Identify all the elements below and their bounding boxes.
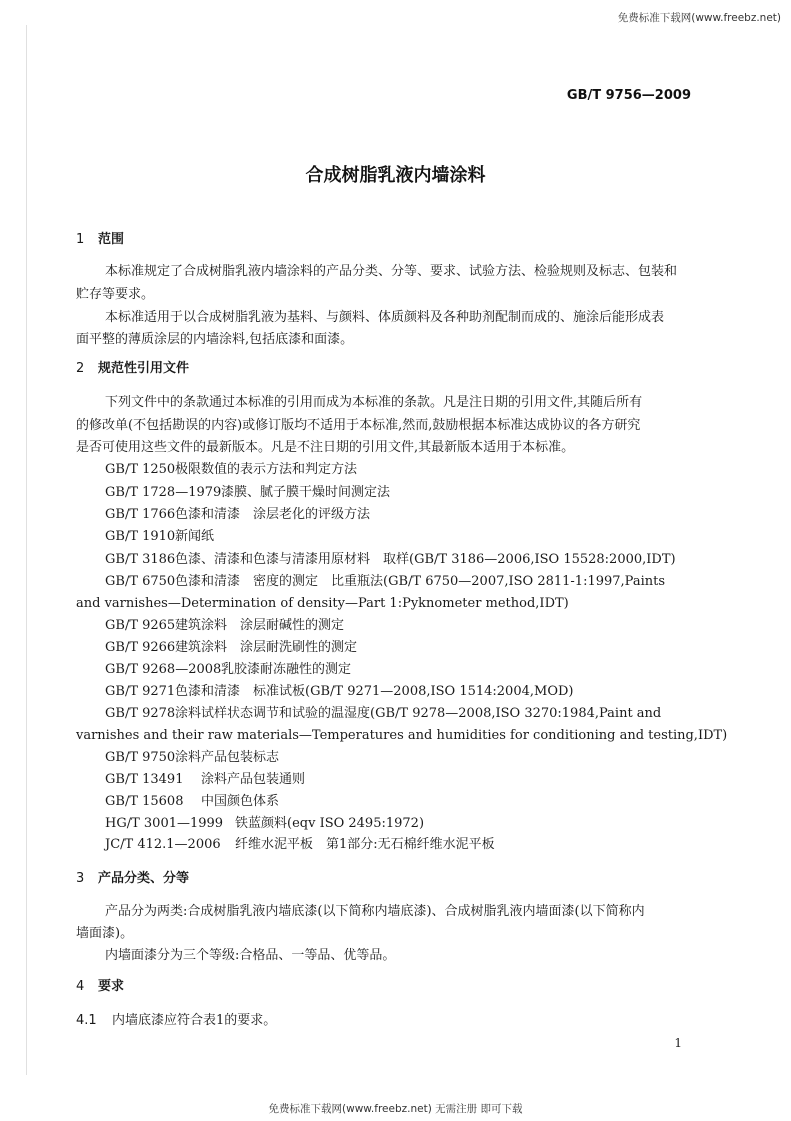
watermark-top: 免费标准下载网(www.freebz.net) — [617, 12, 781, 24]
reference-title: 新闻纸 — [175, 529, 215, 544]
section-title: 产品分类、分等 — [98, 871, 190, 886]
section-3-heading — [76, 870, 189, 887]
reference-title: 漆膜、腻子膜干燥时间测定法 — [221, 485, 391, 500]
reference-title: 中国颜色体系 — [201, 794, 280, 809]
reference-code: GB/T 15608 — [105, 794, 184, 809]
paragraph-line: 是否可使用这些文件的最新版本。凡是不注日期的引用文件,其最新版本适用于本标准。 — [76, 440, 575, 455]
reference-item — [105, 506, 370, 523]
reference-item — [105, 705, 661, 722]
reference-title: 建筑涂料 涂层耐碱性的测定 — [175, 618, 345, 633]
reference-code: GB/T 9268—2008 — [105, 662, 222, 677]
reference-code: GB/T 9750 — [105, 750, 176, 765]
reference-title: 铁蓝颜料(eqv ISO 2495:1972) — [235, 816, 425, 831]
paragraph-line: 面平整的薄质涂层的内墙涂料,包括底漆和面漆。 — [76, 332, 354, 347]
reference-code: GB/T 9278 — [105, 706, 176, 721]
section-number: 3 — [76, 871, 85, 886]
reference-item — [105, 617, 344, 634]
reference-title: 涂料产品包装标志 — [175, 750, 280, 765]
reference-item — [105, 484, 390, 501]
reference-item — [105, 836, 495, 853]
reference-title: 涂料产品包装通则 — [201, 772, 306, 787]
section-number: 4 — [76, 979, 85, 994]
clause-number: 4.1 — [76, 1013, 97, 1028]
reference-title: 纤维水泥平板 第1部分:无石棉纤维水泥平板 — [235, 837, 495, 852]
reference-title: 建筑涂料 涂层耐洗刷性的测定 — [175, 640, 358, 655]
section-title: 规范性引用文件 — [98, 361, 190, 376]
reference-title: 色漆和清漆 标准试板(GB/T 9271—2008,ISO 1514:2004,MOD) — [175, 684, 574, 699]
section-number: 1 — [76, 232, 85, 247]
reference-item — [105, 573, 665, 590]
reference-item — [105, 551, 676, 568]
paragraph-line: 本标准规定了合成树脂乳液内墙涂料的产品分类、分等、要求、试验方法、检验规则及标志、包装和 — [105, 264, 678, 279]
standard-code: GB/T 9756—2009 — [566, 88, 691, 103]
section-title: 要求 — [98, 979, 125, 994]
reference-code: HG/T 3001—1999 — [105, 816, 224, 831]
paragraph-line: 内墙面漆分为三个等级:合格品、一等品、优等品。 — [105, 948, 396, 963]
section-4-heading — [76, 978, 124, 995]
paragraph-line: 产品分为两类:合成树脂乳液内墙底漆(以下简称内墙底漆)、合成树脂乳液内墙面漆(以下简称内 — [105, 904, 645, 919]
paragraph-line: 下列文件中的条款通过本标准的引用而成为本标准的条款。凡是注日期的引用文件,其随后所有 — [105, 395, 643, 410]
reference-title: 色漆、清漆和色漆与清漆用原材料 取样(GB/T 3186—2006,ISO 15528:2000,IDT) — [175, 552, 676, 567]
section-1-heading — [76, 231, 124, 248]
reference-title: 极限数值的表示方法和判定方法 — [175, 462, 358, 477]
clause-text: 内墙底漆应符合表1的要求。 — [112, 1013, 277, 1028]
reference-item — [105, 793, 279, 810]
reference-code: GB/T 1250 — [105, 462, 176, 477]
reference-code: GB/T 9266 — [105, 640, 176, 655]
paragraph-line: 本标准适用于以合成树脂乳液为基料、与颜料、体质颜料及各种助剂配制而成的、施涂后能形成表 — [105, 310, 665, 325]
paragraph-line: 的修改单(不包括勘误的内容)或修订版均不适用于本标准,然而,鼓励根据本标准达成协议的各方研究 — [76, 418, 641, 433]
reference-title: 乳胶漆耐冻融性的测定 — [221, 662, 352, 677]
paragraph-line: 墙面漆)。 — [76, 926, 134, 941]
section-number: 2 — [76, 361, 85, 376]
reference-continuation: and varnishes—Determination of density—Part 1:Pyknometer method,IDT) — [76, 596, 569, 611]
reference-item — [105, 461, 357, 478]
section-title: 范围 — [98, 232, 125, 247]
reference-code: GB/T 9271 — [105, 684, 176, 699]
reference-code: GB/T 1910 — [105, 529, 176, 544]
reference-title: 涂料试样状态调节和试验的温湿度(GB/T 9278—2008,ISO 3270:1984,Paint and — [175, 706, 662, 721]
reference-item — [105, 661, 351, 678]
reference-title: 色漆和清漆 密度的测定 比重瓶法(GB/T 6750—2007,ISO 2811-1:1997,Paints — [175, 574, 666, 589]
reference-code: JC/T 412.1—2006 — [105, 837, 221, 852]
reference-title: 色漆和清漆 涂层老化的评级方法 — [175, 507, 371, 522]
reference-item — [105, 749, 279, 766]
reference-item — [105, 771, 305, 788]
reference-item — [105, 528, 214, 545]
reference-code: GB/T 9265 — [105, 618, 176, 633]
reference-item — [105, 815, 424, 832]
section-2-heading — [76, 360, 189, 377]
reference-item — [105, 639, 357, 656]
document-title: 合成树脂乳液内墙涂料 — [305, 165, 486, 186]
reference-code: GB/T 1766 — [105, 507, 176, 522]
reference-code: GB/T 1728—1979 — [105, 485, 222, 500]
clause-4-1 — [76, 1012, 276, 1029]
reference-code: GB/T 3186 — [105, 552, 176, 567]
reference-code: GB/T 13491 — [105, 772, 184, 787]
page-number: 1 — [674, 1036, 682, 1050]
watermark-bottom: 免费标准下载网(www.freebz.net) 无需注册 即可下载 — [268, 1103, 523, 1115]
reference-item — [105, 683, 573, 700]
paragraph-line: 贮存等要求。 — [76, 287, 155, 302]
reference-code: GB/T 6750 — [105, 574, 176, 589]
reference-continuation: varnishes and their raw materials—Temperatures and humidities for conditioning and testing,IDT) — [76, 728, 728, 743]
